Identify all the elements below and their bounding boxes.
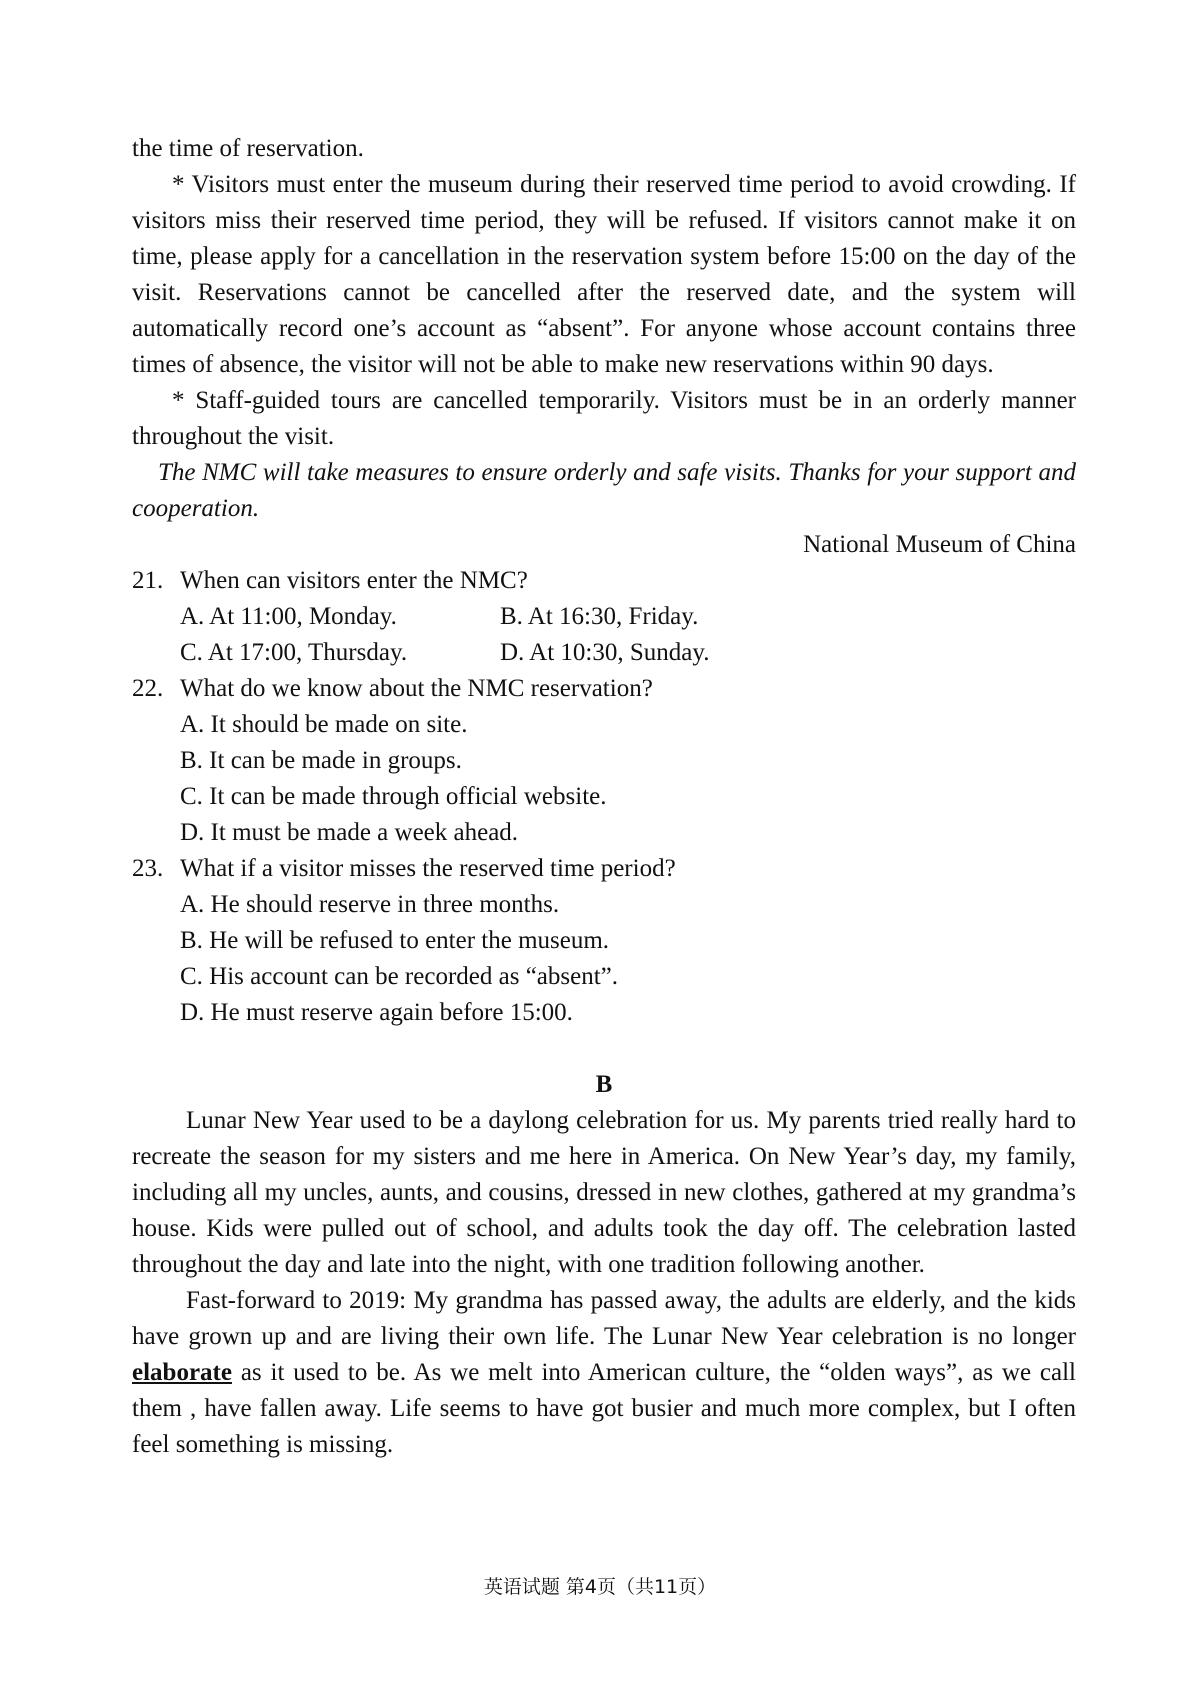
option-a: A. He should reserve in three months. [180, 891, 560, 918]
paragraph-text: as it used to be. As we melt into American culture, the “olden ways”, as we call them , have fallen away. Life seems to have got busier and much more complex, but I often feel something is missing. [132, 1359, 1076, 1458]
question-number: 22. [132, 675, 164, 702]
rule-guided-tours: * Staff-guided tours are cancelled temporarily. Visitors must be in an orderly manner throughout the visit. [132, 387, 1076, 450]
page-footer: 英语试题 第4页（共11页） [483, 1576, 717, 1598]
option-c: C. At 17:00, Thursday. [180, 639, 408, 666]
section-title: B [595, 1071, 613, 1098]
option-c: C. His account can be recorded as “absent”. [180, 963, 619, 990]
question-text: What do we know about the NMC reservation? [180, 675, 653, 702]
options-row [132, 599, 1076, 635]
question-22 [132, 671, 1076, 707]
option-b: B. It can be made in groups. [180, 747, 462, 774]
question-text: What if a visitor misses the reserved time period? [180, 855, 676, 882]
paragraph-text: Fast-forward to 2019: My grandma has passed away, the adults are elderly, and the kids have grown up and are living their own life. The Lunar New Year celebration is no longer [132, 1287, 1076, 1350]
signature: National Museum of China [803, 531, 1076, 558]
option-a: A. At 11:00, Monday. [180, 603, 397, 630]
passage-b-paragraph-2 [132, 1283, 1076, 1463]
option-a: A. It should be made on site. [180, 711, 468, 738]
question-number: 23. [132, 855, 164, 882]
page-content [132, 131, 1076, 1463]
passage-b-paragraph-1: Lunar New Year used to be a daylong celebration for us. My parents tried really hard to recreate the season for my sisters and me here in America. On New Year’s day, my family, including all my uncles, aunts, and cousins, dressed in new clothes, gathered at my grandma’s house. Kids were pulled out of school, and adults took the day off. The celebration lasted throughout the day and late into the night, with one tradition following another. [132, 1107, 1076, 1278]
option-d: D. He must reserve again before 15:00. [180, 999, 573, 1026]
rule-entry-time: * Visitors must enter the museum during their reserved time period to avoid crowding. If visitors miss their reserved time period, they will be refused. If visitors cannot make it on time, please apply for a cancellation in the reservation system before 15:00 on the day of the visit. Reservations cannot be cancelled after the reserved date, and the system will automatically record one’s account as “absent”. For anyone whose account contains three times of absence, the visitor will not be able to make new reservations within 90 days. [132, 171, 1076, 378]
option-b: B. He will be refused to enter the museum. [180, 927, 610, 954]
question-21 [132, 563, 1076, 599]
question-23 [132, 851, 1076, 887]
question-text: When can visitors enter the NMC? [180, 567, 528, 594]
closing-note: The NMC will take measures to ensure orderly and safe visits. Thanks for your support and cooperation. [132, 459, 1076, 522]
option-d: D. It must be made a week ahead. [180, 819, 519, 846]
question-number: 21. [132, 567, 164, 594]
options-row [132, 635, 1076, 671]
keyword-elaborate: elaborate [132, 1359, 232, 1386]
passage-a-continuation: the time of reservation. [132, 135, 364, 162]
option-d: D. At 10:30, Sunday. [500, 639, 710, 666]
option-b: B. At 16:30, Friday. [500, 603, 699, 630]
option-c: C. It can be made through official website. [180, 783, 607, 810]
